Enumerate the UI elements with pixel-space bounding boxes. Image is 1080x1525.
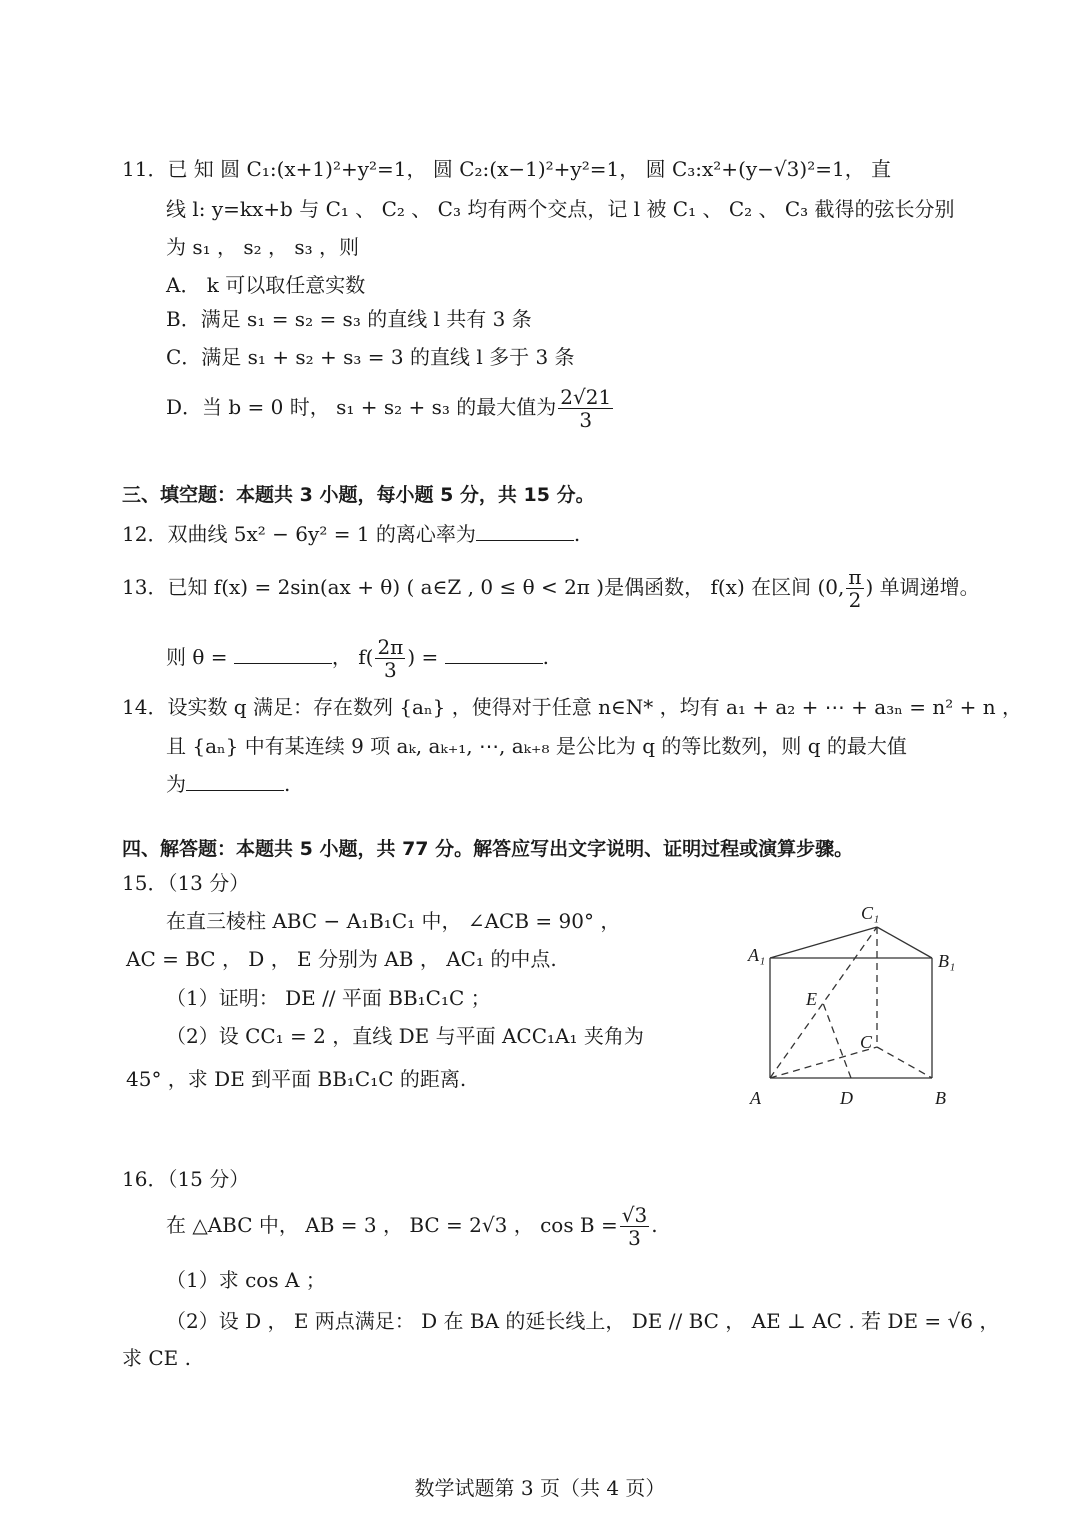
q14-answer-blank (186, 772, 284, 791)
label-c: C (860, 1032, 873, 1052)
q11-line-1: 11．已 知 圆 C₁:(x+1)²+y²=1， 圆 C₂:(x−1)²+y²=1， 圆 C₃:x²+(y−√3)²=1， 直 (122, 157, 892, 181)
q13-fraction-pi-over-2: $\frac{\pi}{2}$ (848, 565, 862, 612)
q11-option-b: B．满足 s₁ = s₂ = s₃ 的直线 l 共有 3 条 (166, 307, 532, 331)
edge-a1-c1 (770, 927, 877, 958)
q15-line-5: 45° ，求 DE 到平面 BB₁C₁C 的距离. (126, 1067, 467, 1091)
q14-line-3: 为 . (166, 772, 291, 796)
page-footer: 数学试题第 3 页（共 4 页） (414, 1476, 666, 1500)
q15-part-1: （1）证明： DE // 平面 BB₁C₁C ； (166, 986, 491, 1010)
q11-option-c: C．满足 s₁ + s₂ + s₃ = 3 的直线 l 多于 3 条 (166, 345, 575, 369)
edge-c1-b1 (877, 927, 932, 958)
q15-part-2: （2）设 CC₁ = 2 ，直线 DE 与平面 ACC₁A₁ 夹角为 (166, 1024, 644, 1048)
q11-line-2: 线 l: y=kx+b 与 C₁ 、 C₂ 、 C₃ 均有两个交点，记 l 被 C₁ 、 C₂ 、 C₃ 截得的弦长分别 (166, 197, 955, 221)
label-d: D (840, 1088, 853, 1108)
edge-a-c1 (770, 927, 877, 1078)
label-e: E (806, 989, 817, 1009)
q12-text: 12．双曲线 5x² − 6y² = 1 的离心率为 (122, 522, 476, 546)
edge-c-b (877, 1047, 932, 1078)
label-b1: B₁ (938, 951, 956, 971)
q11-option-a: A． k 可以取任意实数 (166, 273, 366, 297)
segment-d-e (823, 1003, 851, 1078)
q14-line-2: 且 {aₙ} 中有某连续 9 项 aₖ, aₖ₊₁, ⋯, aₖ₊₈ 是公比为 q 的等比数列，则 q 的最大值 (166, 734, 907, 758)
q16-heading: 16．（15 分） (122, 1167, 250, 1191)
section-3-heading: 三、填空题：本题共 3 小题，每小题 5 分，共 15 分。 (122, 484, 595, 506)
q12: 12．双曲线 5x² − 6y² = 1 的离心率为 . (122, 522, 581, 546)
section-4-heading: 四、解答题：本题共 5 小题，共 77 分。解答应写出文字说明、证明过程或演算步骤。 (122, 838, 854, 860)
prism-figure (740, 895, 970, 1115)
q16-line-4: 求 CE . (122, 1346, 191, 1370)
q11-option-d-fraction: $\frac{2√21}{3}$ (560, 385, 612, 432)
q13-fraction-2pi-over-3: $\frac{2\pi}{3}$ (377, 635, 404, 682)
q16-part-2: （2）设 D ， E 两点满足： D 在 BA 的延长线上， DE // BC ， AE ⊥ AC . 若 DE = √6 ， (166, 1309, 1000, 1333)
q15-heading: 15．（13 分） (122, 871, 250, 895)
q16-line-1: 在 △ABC 中， AB = 3 ， BC = 2√3 ， cos B = $\frac{√3}{3}$ . (166, 1203, 658, 1250)
label-a: A (750, 1088, 761, 1108)
label-a1: A₁ (748, 945, 766, 965)
q15-line-1: 在直三棱柱 ABC − A₁B₁C₁ 中， ∠ACB = 90° ， (166, 909, 621, 933)
q12-answer-blank (476, 522, 574, 541)
q13-answer-blank-1 (234, 645, 332, 664)
q14-line-1: 14．设实数 q 满足：存在数列 {aₙ} ，使得对于任意 n∈N* ，均有 a₁ + a₂ + ⋯ + a₃ₙ = n² + n ， (122, 695, 1022, 719)
label-c1: C₁ (861, 903, 880, 923)
q13-answer-blank-2 (445, 645, 543, 664)
q11-line-3: 为 s₁ ， s₂ ， s₃ ，则 (166, 235, 359, 259)
q16-part-1: （1）求 cos A ； (166, 1268, 326, 1292)
q15-line-2: AC = BC ， D ， E 分别为 AB ， AC₁ 的中点. (126, 947, 557, 971)
q13-line-1: 13．已知 f(x) = 2sin(ax + θ) ( a∈Z , 0 ≤ θ < 2π )是偶函数， f(x) 在区间 (0, $\frac{\pi}{2}$ ) 单调递增。 (122, 565, 980, 612)
q11-option-d-text: D．当 b = 0 时， s₁ + s₂ + s₃ 的最大值为 (166, 395, 557, 419)
q11-option-d (166, 386, 615, 431)
q13-line-2: 则 θ = ， f( $\frac{2\pi}{3}$ ) = . (166, 635, 549, 682)
label-b: B (935, 1088, 946, 1108)
q16-fraction-cosb: $\frac{√3}{3}$ (621, 1203, 648, 1250)
